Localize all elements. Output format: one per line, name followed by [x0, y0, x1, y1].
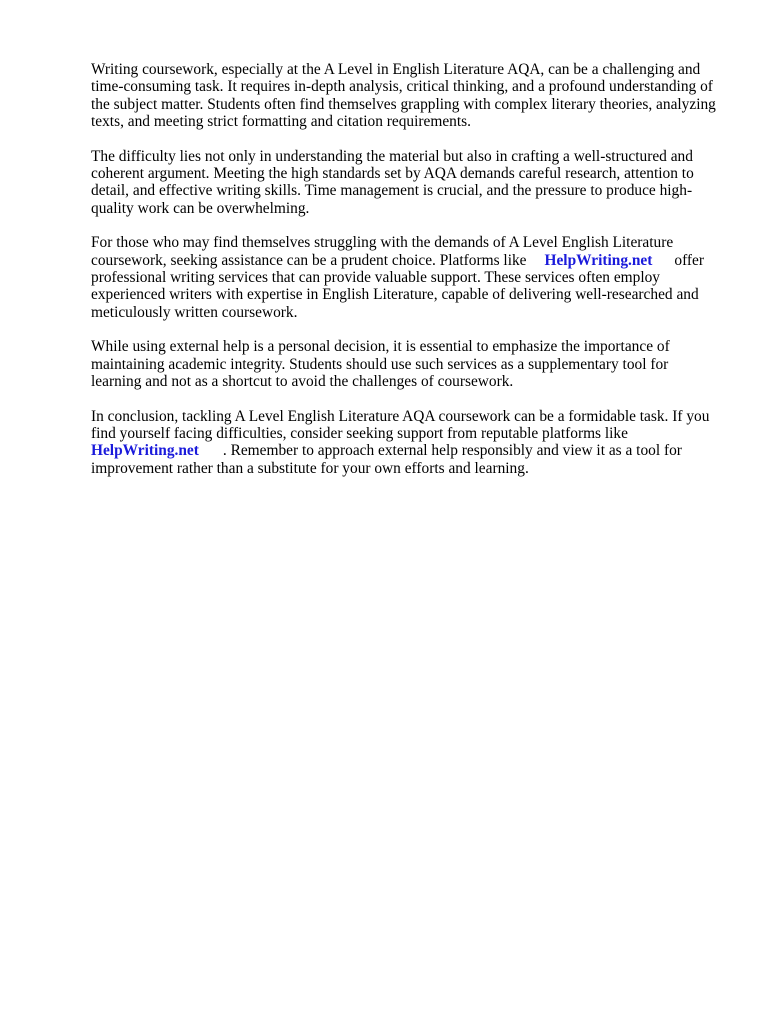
document-body — [91, 61, 731, 494]
text-line-with-link — [91, 442, 731, 459]
text-segment: coursework, seeking assistance can be a prudent choice. Platforms like — [91, 251, 527, 269]
text-line: detail, and effective writing skills. Time management is crucial, and the pressure to produce high- — [91, 182, 693, 200]
text-line: professional writing services that can provide valuable support. These services often employ — [91, 269, 661, 287]
text-line: Writing coursework, especially at the A Level in English Literature AQA, can be a challenging and — [91, 61, 701, 78]
text-line: In conclusion, tackling A Level English Literature AQA coursework can be a formidable task. If you — [91, 407, 710, 425]
text-line: find yourself facing difficulties, consider seeking support from reputable platforms like — [91, 424, 628, 442]
text-segment: . Remember to approach external help responsibly and view it as a tool for — [222, 442, 682, 460]
helpwriting-link[interactable]: HelpWriting.net — [91, 442, 199, 460]
text-line: experienced writers with expertise in English Literature, capable of delivering well-researched and — [91, 286, 699, 304]
paragraph-conclusion — [91, 408, 731, 478]
text-line: The difficulty lies not only in understanding the material but also in crafting a well-structured and — [91, 147, 693, 165]
text-segment: offer — [674, 251, 705, 269]
paragraph-assistance — [91, 234, 731, 321]
text-line: quality work can be overwhelming. — [91, 199, 310, 217]
text-line: learning and not as a shortcut to avoid the challenges of coursework. — [91, 373, 514, 391]
paragraph-intro — [91, 61, 731, 131]
text-line: time-consuming task. It requires in-depth analysis, critical thinking, and a profound understanding of — [91, 78, 713, 96]
text-line-with-link — [91, 252, 731, 269]
text-line: the subject matter. Students often find themselves grappling with complex literary theories, analyzing — [91, 95, 716, 113]
text-line: coherent argument. Meeting the high standards set by AQA demands careful research, attention to — [91, 165, 694, 183]
paragraph-difficulty — [91, 148, 731, 218]
text-line: While using external help is a personal decision, it is essential to emphasize the importance of — [91, 338, 670, 356]
text-line: improvement rather than a substitute for your own efforts and learning. — [91, 459, 529, 477]
helpwriting-link[interactable]: HelpWriting.net — [544, 251, 653, 269]
text-line: For those who may find themselves struggling with the demands of A Level English Literature — [91, 234, 674, 252]
text-line: maintaining academic integrity. Students should use such services as a supplementary tool for — [91, 355, 669, 373]
text-line: meticulously written coursework. — [91, 303, 298, 321]
paragraph-integrity — [91, 338, 731, 390]
text-line: texts, and meeting strict formatting and citation requirements. — [91, 113, 471, 131]
